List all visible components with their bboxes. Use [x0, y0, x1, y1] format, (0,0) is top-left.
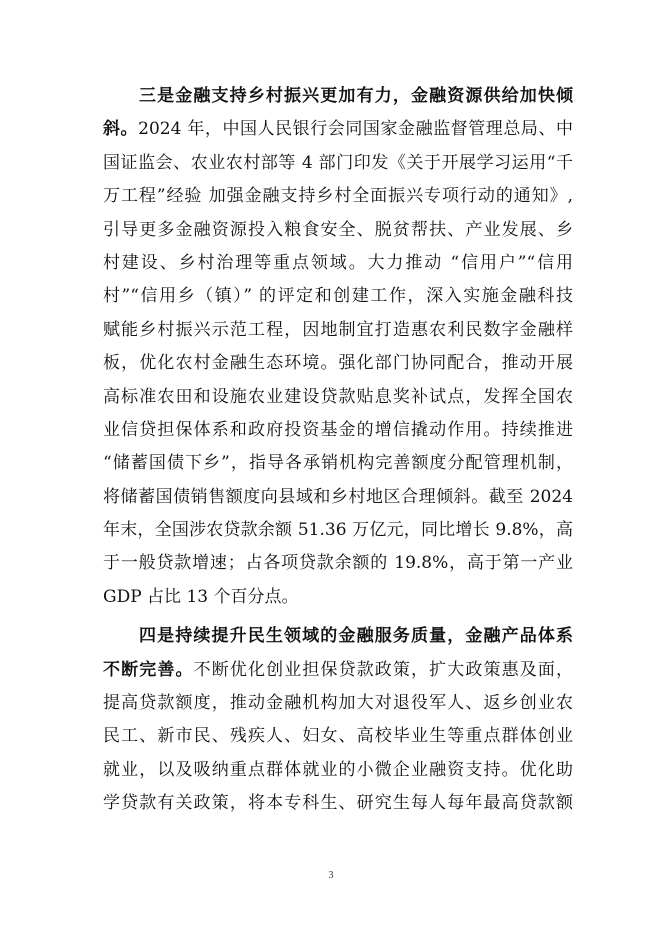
paragraph-1-text: 赋能乡村振兴示范工程，因地制宜打造惠农利民数字金融样 [103, 319, 573, 340]
paragraph-1-text: 业信贷担保体系和政府投资基金的增信撬动作用。持续推进 [103, 419, 573, 440]
paragraph-1-text: 将储蓄国债销售额度向县域和乡村地区合理倾斜。截至 2024 [103, 486, 573, 507]
paragraph-1-line-1 [103, 80, 573, 113]
paragraph-1-line-3 [103, 147, 573, 180]
paragraph-1-line-6 [103, 247, 573, 280]
paragraph-1-text: 2024 年，中国人民银行会同国家金融监督管理总局、中 [138, 119, 574, 140]
paragraph-2-line-4 [103, 720, 573, 753]
paragraph-1-text: 于一般贷款增速；占各项贷款余额的 19.8%，高于第一产业 [103, 553, 573, 574]
paragraph-1-line-11 [103, 414, 573, 447]
paragraph-2-text: 民工、新市民、残疾人、妇女、高校毕业生等重点群体创业 [103, 726, 573, 747]
page-number: 3 [328, 870, 334, 881]
paragraph-1-line-8 [103, 314, 573, 347]
paragraph-1-heading: 三是金融支持乡村振兴更加有力，金融资源供给加快倾 [139, 86, 573, 106]
paragraph-1-text: 村”“信用乡（镇）” 的评定和创建工作，深入实施金融科技 [103, 286, 573, 307]
paragraph-1-line-15 [103, 547, 573, 580]
paragraph-2-heading-end: 不断完善。 [103, 659, 194, 680]
paragraph-1-text: 年末，全国涉农贷款余额 51.36 万亿元，同比增长 9.8%，高 [103, 520, 573, 541]
document-body [103, 80, 573, 821]
paragraph-2-line-6 [103, 787, 573, 820]
paragraph-1-line-10 [103, 381, 573, 414]
paragraph-2-line-1 [103, 620, 573, 653]
paragraph-1-line-13 [103, 481, 573, 514]
paragraph-2-line-5 [103, 754, 573, 787]
paragraph-2-text: 学贷款有关政策，将本专科生、研究生每人每年最高贷款额 [103, 793, 573, 814]
paragraph-1-text: 国证监会、农业农村部等 4 部门印发《关于开展学习运用“千 [103, 152, 573, 173]
paragraph-1-text: 高标准农田和设施农业建设贷款贴息奖补试点，发挥全国农 [103, 386, 573, 407]
paragraph-1-text: 板，优化农村金融生态环境。强化部门协同配合，推动开展 [103, 353, 573, 374]
paragraph-2-text: 不断优化创业担保贷款政策，扩大政策惠及面， [193, 659, 574, 680]
paragraph-2-text: 提高贷款额度，推动金融机构加大对退役军人、返乡创业农 [103, 693, 573, 714]
paragraph-1-text: “储蓄国债下乡”，指导各承销机构完善额度分配管理机制， [103, 453, 573, 474]
paragraph-1-line-12 [103, 447, 573, 480]
paragraph-1-text: 万工程”经验 加强金融支持乡村全面振兴专项行动的通知》, [103, 186, 573, 207]
paragraph-1-line-7 [103, 280, 573, 313]
paragraph-1-line-16 [103, 581, 573, 614]
paragraph-1-text: GDP 占比 13 个百分点。 [103, 586, 299, 607]
paragraph-1-line-4 [103, 180, 573, 213]
paragraph-1-heading-end: 斜。 [103, 119, 139, 140]
paragraph-2-heading: 四是持续提升民生领域的金融服务质量，金融产品体系 [139, 626, 573, 647]
paragraph-2-line-3 [103, 687, 573, 720]
paragraph-2-line-2 [103, 654, 573, 687]
paragraph-1-line-2 [103, 113, 573, 146]
paragraph-1-line-14 [103, 514, 573, 547]
paragraph-1-line-9 [103, 347, 573, 380]
paragraph-1-text: 村建设、乡村治理等重点领域。大力推动 “信用户”“信用 [103, 252, 573, 273]
paragraph-2-text: 就业，以及吸纳重点群体就业的小微企业融资支持。优化助 [103, 759, 573, 780]
paragraph-1-line-5 [103, 214, 573, 247]
paragraph-1-text: 引导更多金融资源投入粮食安全、脱贫帮扶、产业发展、乡 [103, 219, 573, 240]
